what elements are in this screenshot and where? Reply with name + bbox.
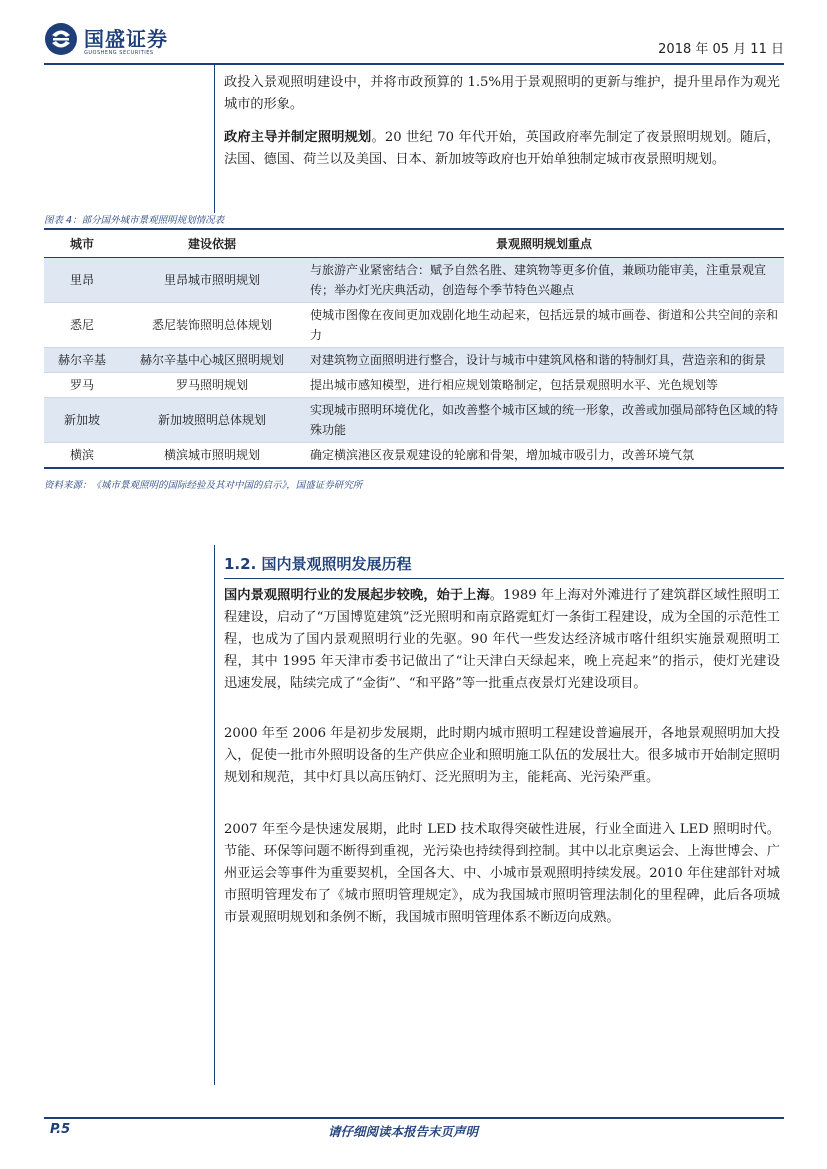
section-paragraph-3: 2007 年至今是快速发展期，此时 LED 技术取得突破性进展，行业全面进入 LED 照明时代。节能、环保等问题不断得到重视，光污染也持续得到控制。其中以北京奥运会、上海世博会、广州亚运会等事件为重要契机，全国各大、中、小城市景观照明持续发展。2010 年住建部针对城市照明管理发布了《城市照明管理规定》，成为我国城市照明管理法制化的里程碑，此后各项城市景观照明规划和条例不断，我国城市照明管理体系不断迈向成熟。: [224, 822, 780, 925]
table-header-row: [44, 229, 784, 258]
cell-city: 悉尼: [44, 303, 120, 348]
city-lighting-plan-table: [44, 228, 784, 469]
figure-source: 资料来源：《城市景观照明的国际经验及其对中国的启示》，国盛证券研究所: [44, 480, 363, 491]
cell-basis: 里昂城市照明规划: [120, 258, 304, 303]
col-header-basis: 建设依据: [120, 229, 304, 258]
margin-rule-top: [214, 63, 215, 213]
intro-paragraph-2: [224, 127, 780, 171]
section-divider: [224, 578, 784, 579]
intro-paragraph-2-body: 。20 世纪 70 年代开始，英国政府率先制定了夜景照明规划。随后，法国、德国、荷兰以及美国、日本、新加坡等政府也开始单独制定城市夜景照明规划。: [224, 130, 780, 167]
table-row: [44, 373, 784, 398]
page-number: P.5: [50, 1122, 71, 1137]
cell-focus: 提出城市感知模型，进行相应规划策略制定，包括景观照明水平、光色规划等: [304, 373, 784, 398]
footer-disclaimer: 请仔细阅读本报告末页声明: [328, 1124, 479, 1139]
header-divider: [44, 63, 784, 65]
section-heading: 1.2. 国内景观照明发展历程: [224, 555, 412, 573]
col-header-focus: 景观照明规划重点: [304, 229, 784, 258]
cell-focus: 与旅游产业紧密结合：赋予自然名胜、建筑物等更多价值，兼顾功能审美，注重景观宣传；举办灯光庆典活动，创造每个季节特色兴趣点: [304, 258, 784, 303]
table-row: [44, 398, 784, 443]
cell-focus: 实现城市照明环境优化，如改善整个城市区域的统一形象，改善或加强局部特色区域的特殊功能: [304, 398, 784, 443]
table-row: [44, 443, 784, 469]
footer-divider: [44, 1117, 784, 1119]
page-header: [44, 18, 784, 62]
guosheng-logo-icon: [44, 22, 78, 56]
table-row: [44, 303, 784, 348]
cell-city: 赫尔辛基: [44, 348, 120, 373]
cell-basis: 悉尼装饰照明总体规划: [120, 303, 304, 348]
margin-rule-bottom: [214, 545, 215, 1085]
cell-focus: 确定横滨港区夜景观建设的轮廓和骨架，增加城市吸引力，改善环境气氛: [304, 443, 784, 469]
section-paragraph-2: 2000 年至 2006 年是初步发展期，此时期内城市照明工程建设普遍展开，各地景观照明加大投入，促使一批市外照明设备的生产供应企业和照明施工队伍的发展壮大。很多城市开始制定照明规划和规范，其中灯具以高压钠灯、泛光照明为主，能耗高、光污染严重。: [224, 726, 780, 785]
logo-text: 国盛证券: [84, 27, 168, 51]
col-header-city: 城市: [44, 229, 120, 258]
company-logo: [44, 22, 184, 62]
section-paragraph-1: [224, 585, 780, 695]
section-paragraph-1-lead: 国内景观照明行业的发展起步较晚，始于上海: [224, 588, 490, 603]
section-paragraph-1-body: 。1989 年上海对外滩进行了建筑群区域性照明工程建设，启动了“万国博览建筑”泛光照明和南京路霓虹灯一条街工程建设，成为全国的示范性工程，也成为了国内景观照明行业的先驱。90 年代一些发达经济城市喀什组织实施景观照明工程，其中 1995 年天津市委书记做出了“让天津白天绿起来，晚上亮起来”的指示，使灯光建设迅速发展，陆续完成了“金街”、“和平路”等一批重点夜景灯光建设项目。: [224, 588, 780, 691]
intro-paragraph-2-lead: 政府主导并制定照明规划: [224, 130, 372, 145]
report-date: 2018 年 05 月 11 日: [658, 42, 784, 57]
cell-basis: 横滨城市照明规划: [120, 443, 304, 469]
cell-focus: 对建筑物立面照明进行整合，设计与城市中建筑风格和谐的特制灯具，营造亲和的街景: [304, 348, 784, 373]
logo-subtext: GUOSHENG SECURITIES: [84, 50, 154, 56]
table-row: [44, 258, 784, 303]
table-row: [44, 348, 784, 373]
cell-basis: 赫尔辛基中心城区照明规划: [120, 348, 304, 373]
figure-caption: 图表 4：部分国外城市景观照明规划情况表: [44, 215, 225, 226]
cell-city: 罗马: [44, 373, 120, 398]
cell-city: 横滨: [44, 443, 120, 469]
cell-city: 新加坡: [44, 398, 120, 443]
cell-basis: 新加坡照明总体规划: [120, 398, 304, 443]
intro-paragraph-1: 政投入景观照明建设中，并将市政预算的 1.5%用于景观照明的更新与维护，提升里昂作为观光城市的形象。: [224, 75, 780, 112]
cell-basis: 罗马照明规划: [120, 373, 304, 398]
cell-focus: 使城市图像在夜间更加戏剧化地生动起来，包括远景的城市画卷、街道和公共空间的亲和力: [304, 303, 784, 348]
cell-city: 里昂: [44, 258, 120, 303]
